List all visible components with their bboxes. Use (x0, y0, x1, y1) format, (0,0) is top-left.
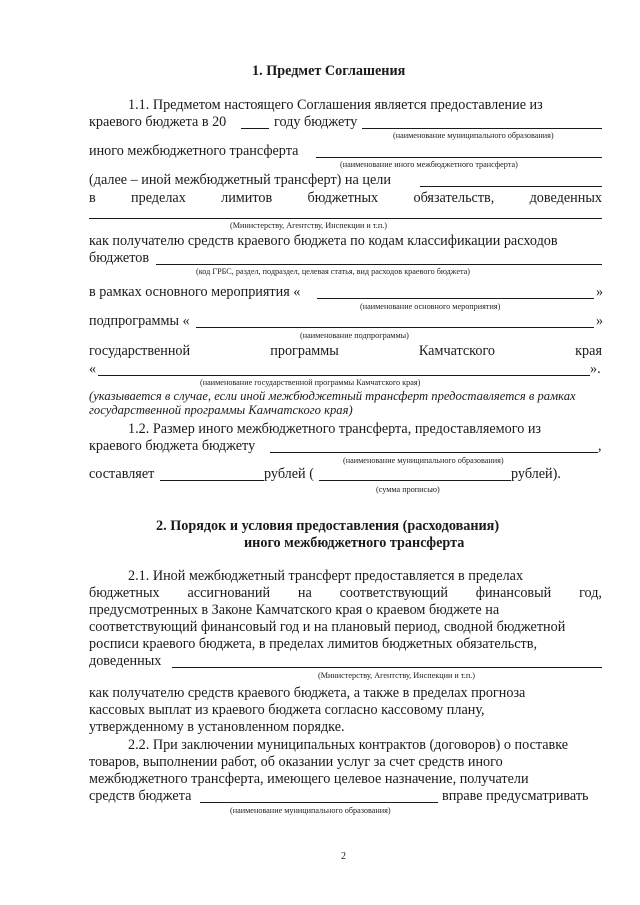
caption-subprogram: (наименование подпрограммы) (300, 331, 409, 340)
subprogram-blank (196, 327, 594, 328)
p22-mun-blank (200, 802, 438, 803)
purpose-blank (420, 186, 602, 187)
p21-line-5: росписи краевого бюджета, в пределах лимитов бюджетных обязательств, (89, 636, 538, 652)
caption-ministry: (Министерству, Агентству, Инспекции и т.п.) (230, 221, 387, 230)
note-line-2: государственной программы Камчатского края) (89, 403, 353, 417)
p11-line-11b: ». (590, 361, 601, 377)
caption-p12-mun: (наименование муниципального образования) (343, 456, 504, 465)
p22-line-4b: вправе предусматривать (442, 788, 589, 804)
caption-event: (наименование основного мероприятия) (360, 302, 501, 311)
p21-line-4: соответствующий финансовый год и на плановый период, сводной бюджетной (89, 619, 566, 635)
codes-blank (156, 264, 602, 265)
section-1-title: 1. Предмет Соглашения (252, 63, 406, 79)
p22-line-4a: средств бюджета (89, 788, 192, 804)
p22-line-1: 2.2. При заключении муниципальных контрактов (договоров) о поставке (128, 737, 569, 753)
mun-blank (362, 128, 602, 129)
caption-mun: (наименование муниципального образования) (393, 131, 554, 140)
section-2-title-1: 2. Порядок и условия предоставления (расходования) (156, 518, 500, 534)
ministry-blank (89, 218, 602, 219)
p22-line-2: товаров, выполнении работ, об оказании услуг за счет средств иного (89, 754, 503, 770)
event-blank (317, 298, 594, 299)
p11-line-9b: » (596, 313, 604, 329)
section-2-title-2: иного межбюджетного трансферта (244, 535, 465, 551)
p11-line-6: как получателю средств краевого бюджета по кодам классификации расходов (89, 233, 558, 249)
p11-line-11a: « (89, 361, 97, 377)
caption-sum-words: (сумма прописью) (376, 485, 440, 494)
p21-line-3: предусмотренных в Законе Камчатского края о краевом бюджете на (89, 602, 500, 618)
p21-line-9: утвержденному в установленном порядке. (89, 719, 345, 735)
p12-line-3b: рублей ( (264, 466, 314, 482)
p11-line-5: в пределах лимитов бюджетных обязательств, доведенных (89, 190, 602, 206)
p11-line-2a: краевого бюджета в 20 (89, 114, 227, 130)
p21-line-2: бюджетных ассигнований на соответствующий финансовый год, (89, 585, 602, 601)
p11-line-2b: году бюджету (274, 114, 358, 130)
p12-line-3a: составляет (89, 466, 155, 482)
caption-imt: (наименование иного межбюджетного трансферта) (340, 160, 518, 169)
imt-blank (316, 157, 602, 158)
p21-line-7: как получателю средств краевого бюджета, а также в пределах прогноза (89, 685, 526, 701)
note-line-1: (указывается в случае, если иной межбюджетный трансферт предоставляется в рамках (89, 389, 576, 403)
p11-line-7: бюджетов (89, 250, 150, 266)
p22-line-3: межбюджетного трансферта, имеющего целевое назначение, получатели (89, 771, 529, 787)
program-blank (98, 375, 590, 376)
p21-line-6: доведенных (89, 653, 162, 669)
caption-p22-mun: (наименование муниципального образования) (230, 806, 391, 815)
p12-line-2-end: , (598, 438, 602, 454)
sum-digits-blank (160, 480, 264, 481)
p21-line-1: 2.1. Иной межбюджетный трансферт предоставляется в пределах (128, 568, 524, 584)
p21-ministry-blank (172, 667, 602, 668)
p11-line-1: 1.1. Предметом настоящего Соглашения является предоставление из (128, 97, 543, 113)
p12-mun-blank (270, 452, 598, 453)
p12-line-1: 1.2. Размер иного межбюджетного трансферта, предоставляемого из (128, 421, 542, 437)
p12-line-3c: рублей). (511, 466, 561, 482)
p21-line-8: кассовых выплат из краевого бюджета согласно кассовому плану, (89, 702, 485, 718)
p11-line-10: государственной программы Камчатского края (89, 343, 602, 359)
caption-codes: (код ГРБС, раздел, подраздел, целевая статья, вид расходов краевого бюджета) (196, 267, 470, 276)
year-blank (241, 128, 269, 129)
p11-line-4: (далее – иной межбюджетный трансферт) на цели (89, 172, 391, 188)
p11-line-3: иного межбюджетного трансферта (89, 143, 299, 159)
p11-line-8b: » (596, 284, 604, 300)
sum-words-blank (319, 480, 511, 481)
caption-program: (наименование государственной программы Камчатского края) (200, 378, 421, 387)
p11-line-8a: в рамках основного мероприятия « (89, 284, 301, 300)
p12-line-2: краевого бюджета бюджету (89, 438, 256, 454)
page-number: 2 (341, 851, 346, 862)
caption-p21-ministry: (Министерству, Агентству, Инспекции и т.п.) (318, 671, 475, 680)
p11-line-9a: подпрограммы « (89, 313, 190, 329)
